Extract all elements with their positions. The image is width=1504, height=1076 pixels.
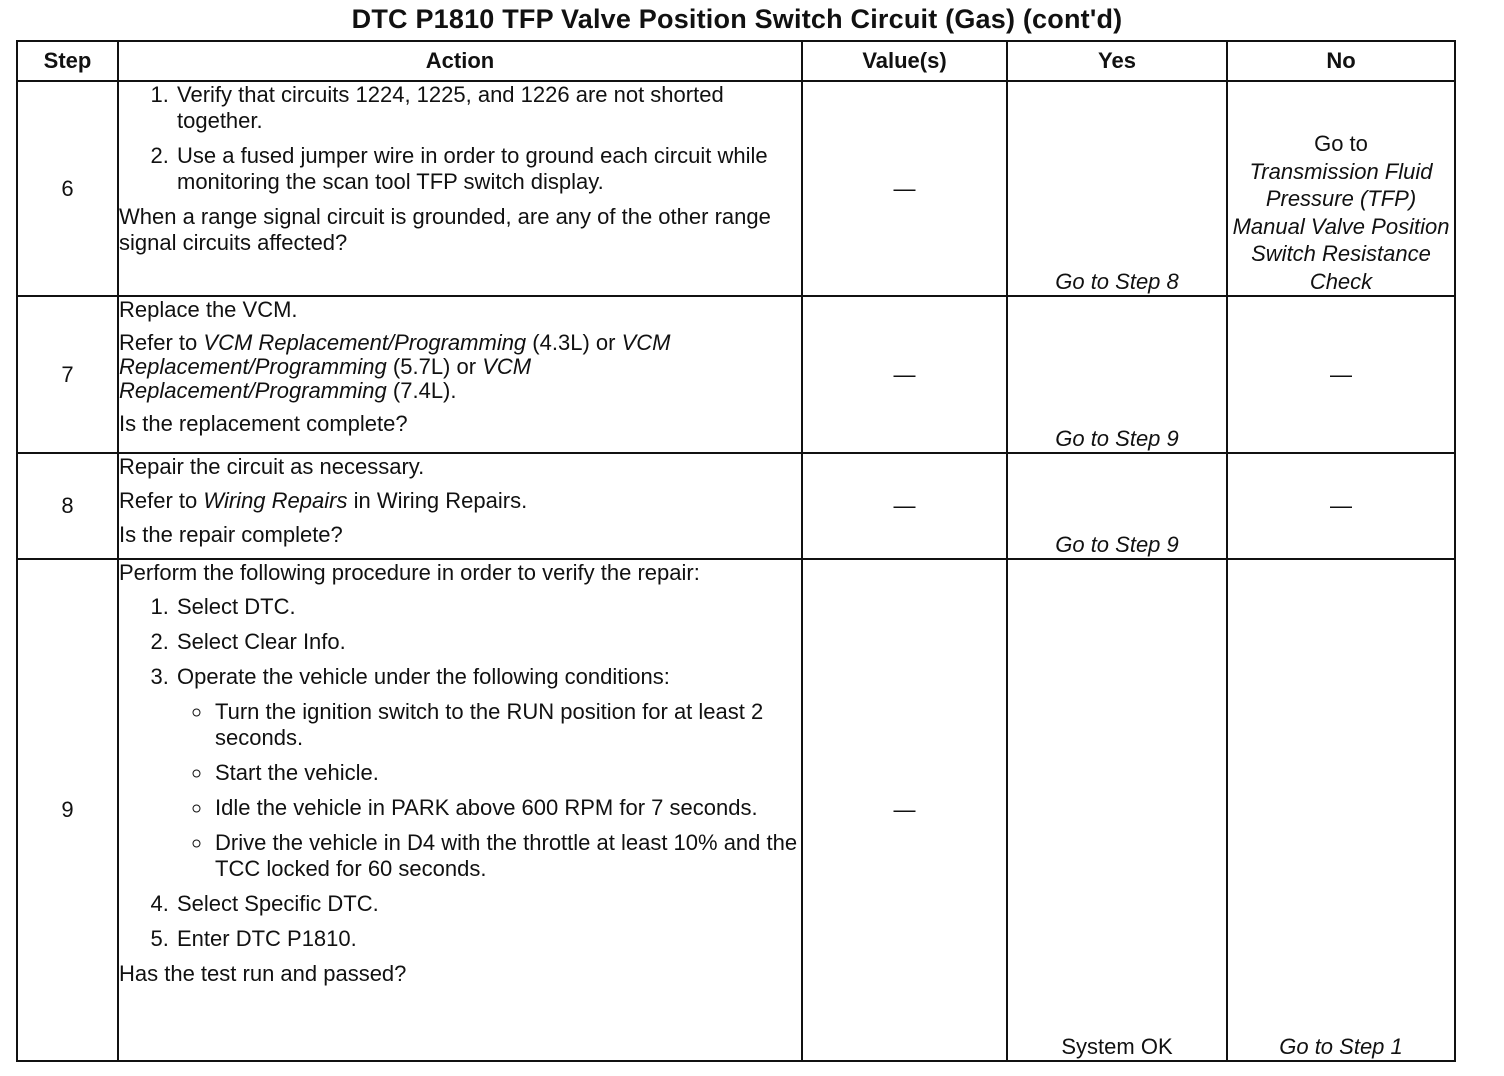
step-number: 9 bbox=[17, 559, 118, 1061]
reference-link[interactable]: Wiring Repairs bbox=[203, 488, 348, 513]
value-cell: — bbox=[802, 81, 1007, 296]
table-row-step-6 bbox=[17, 81, 1455, 296]
action-question: When a range signal circuit is grounded, are any of the other range signal circuits affected? bbox=[119, 204, 771, 255]
action-reference bbox=[119, 488, 801, 514]
action-reference bbox=[119, 331, 801, 403]
header-row bbox=[17, 41, 1455, 81]
refer-prefix: Refer to bbox=[119, 488, 198, 513]
action-cell bbox=[118, 296, 802, 453]
header-values: Value(s) bbox=[802, 41, 1007, 81]
condition-item: ◦ Turn the ignition switch to the RUN position for at least 2 seconds. bbox=[213, 699, 801, 751]
header-action: Action bbox=[118, 41, 802, 81]
table-row-step-8 bbox=[17, 453, 1455, 559]
value-cell: — bbox=[802, 559, 1007, 1061]
condition-list bbox=[177, 699, 801, 882]
condition-item: ◦ Drive the vehicle in D4 with the throttle at least 10% and the TCC locked for 60 seconds. bbox=[213, 830, 801, 882]
reference-engine: (7.4L). bbox=[392, 378, 457, 403]
condition-item: ◦ Idle the vehicle in PARK above 600 RPM for 7 seconds. bbox=[213, 795, 801, 821]
step-number: 6 bbox=[17, 81, 118, 296]
action-item: 4. Select Specific DTC. bbox=[175, 891, 801, 917]
no-value: — bbox=[1227, 296, 1455, 453]
header-yes: Yes bbox=[1007, 41, 1227, 81]
yes-link[interactable]: Go to Step 9 bbox=[1007, 296, 1227, 453]
no-link-target: Transmission Fluid Pressure (TFP) Manual Valve Position Switch Resistance Check bbox=[1232, 158, 1450, 294]
action-item bbox=[175, 664, 801, 882]
action-item: 1. Select DTC. bbox=[175, 594, 801, 620]
action-text: Replace the VCM. bbox=[119, 297, 298, 322]
table-row-step-9 bbox=[17, 559, 1455, 1061]
condition-item: ◦ Start the vehicle. bbox=[213, 760, 801, 786]
reference-engine: (4.3L) or bbox=[532, 330, 616, 355]
table-row-step-7 bbox=[17, 296, 1455, 453]
action-cell bbox=[118, 559, 802, 1061]
reference-engine: (5.7L) or bbox=[392, 354, 477, 379]
no-link[interactable]: Go to Step 1 bbox=[1227, 559, 1455, 1061]
step-number: 7 bbox=[17, 296, 118, 453]
action-item: 1. Verify that circuits 1224, 1225, and 1226 are not shorted together. bbox=[175, 82, 801, 134]
refer-suffix: in Wiring Repairs. bbox=[353, 488, 528, 513]
no-link-prefix: Go to bbox=[1314, 131, 1368, 156]
step-number: 8 bbox=[17, 453, 118, 559]
action-list bbox=[119, 594, 801, 952]
action-cell bbox=[118, 453, 802, 559]
action-item: 5. Enter DTC P1810. bbox=[175, 926, 801, 952]
header-no: No bbox=[1227, 41, 1455, 81]
reference-link[interactable]: VCM Replacement/Programming bbox=[203, 330, 527, 355]
action-cell bbox=[118, 81, 802, 296]
yes-link[interactable]: Go to Step 9 bbox=[1007, 453, 1227, 559]
action-question: Is the replacement complete? bbox=[119, 411, 408, 436]
diagnostic-table bbox=[16, 40, 1456, 1062]
action-item: 2. Use a fused jumper wire in order to ground each circuit while monitoring the scan tool TFP switch display. bbox=[175, 143, 801, 195]
no-link[interactable] bbox=[1228, 130, 1454, 295]
action-item: 2. Select Clear Info. bbox=[175, 629, 801, 655]
action-intro: Perform the following procedure in order to verify the repair: bbox=[119, 560, 700, 585]
reference-link[interactable]: VCM Replacement/Programming bbox=[119, 354, 532, 403]
refer-prefix: Refer to bbox=[119, 330, 198, 355]
page-title: DTC P1810 TFP Valve Position Switch Circuit (Gas) (cont'd) bbox=[351, 4, 1123, 34]
action-question: Has the test run and passed? bbox=[119, 961, 407, 986]
yes-link[interactable]: Go to Step 8 bbox=[1007, 81, 1227, 296]
reference-link[interactable]: VCM Replacement/Programming bbox=[119, 330, 671, 379]
value-cell: — bbox=[802, 296, 1007, 453]
action-list bbox=[119, 82, 801, 195]
yes-result: System OK bbox=[1007, 559, 1227, 1061]
no-value: — bbox=[1227, 453, 1455, 559]
no-cell bbox=[1227, 81, 1455, 296]
action-item-text: Operate the vehicle under the following conditions: bbox=[177, 664, 670, 689]
action-text: Repair the circuit as necessary. bbox=[119, 454, 425, 479]
value-cell: — bbox=[802, 453, 1007, 559]
action-question: Is the repair complete? bbox=[119, 522, 343, 547]
header-step: Step bbox=[17, 41, 118, 81]
